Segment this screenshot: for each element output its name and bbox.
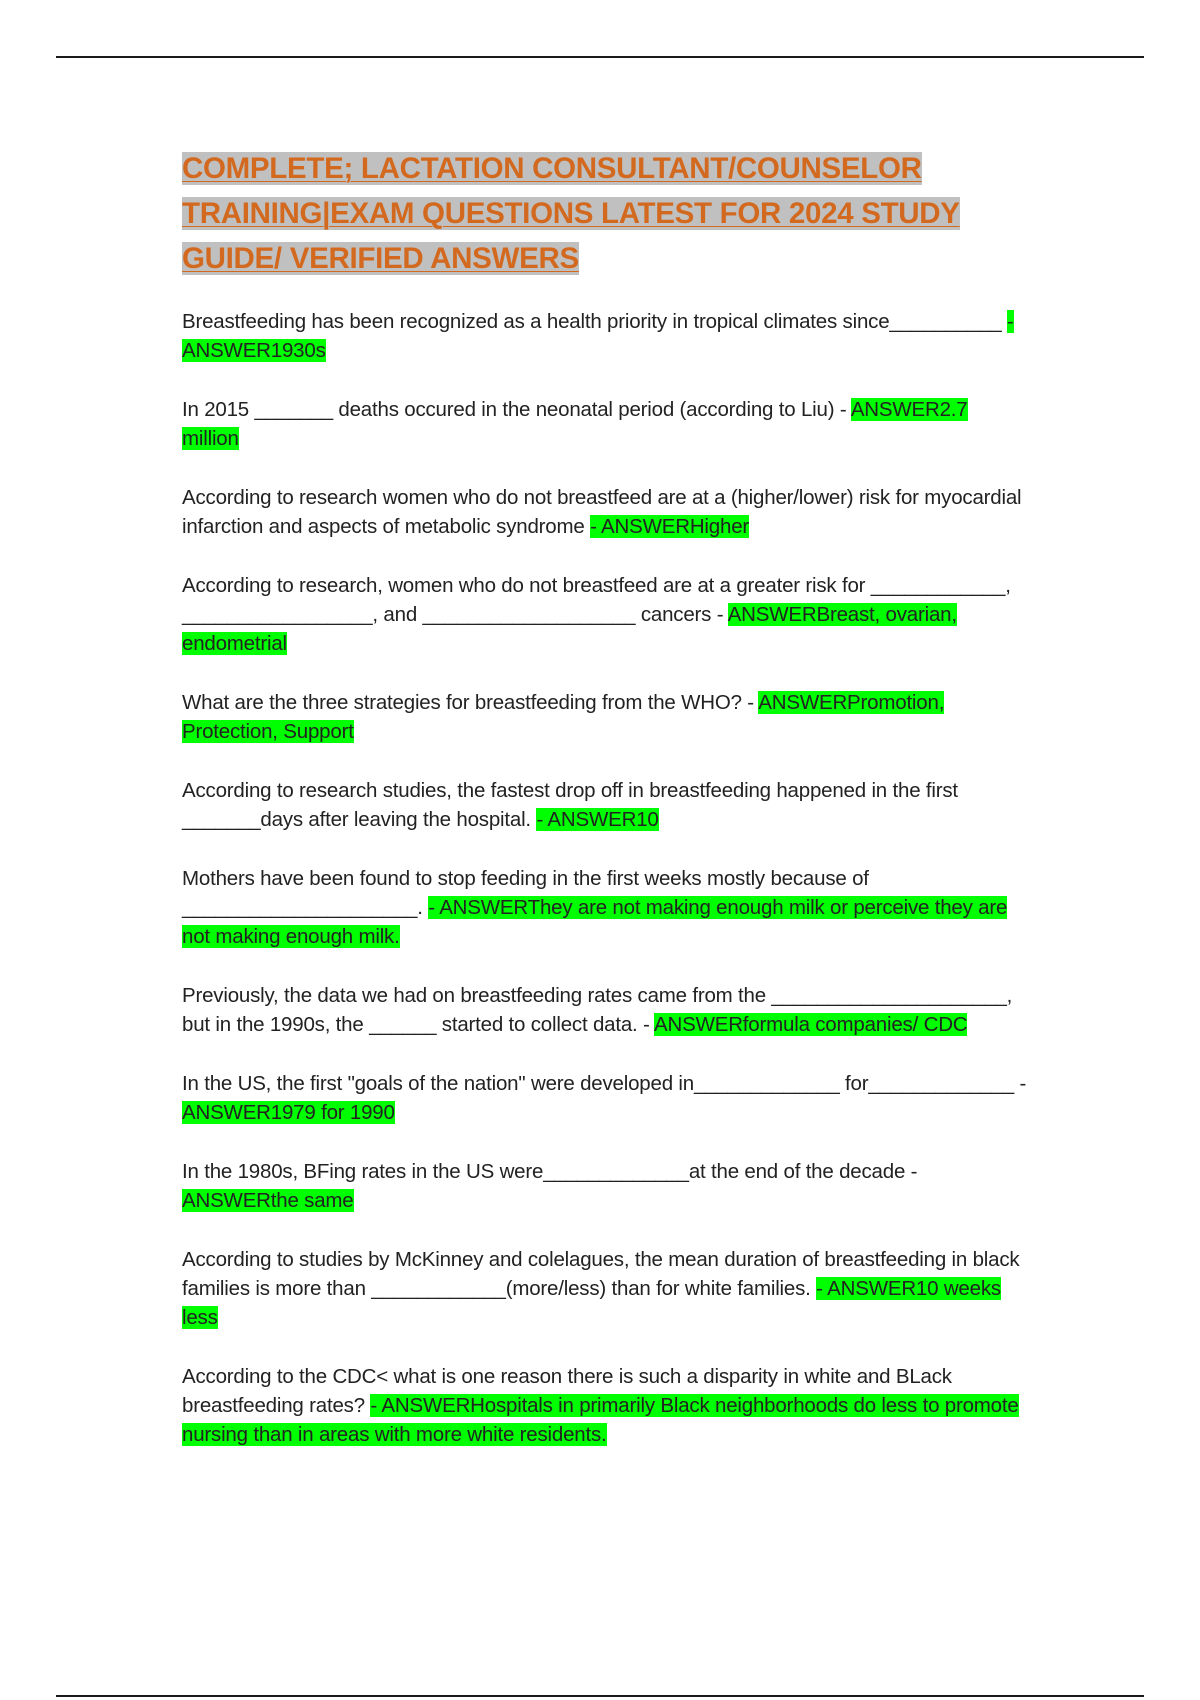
question-text: Mothers have been found to stop feeding in the first weeks mostly because of _____________________.	[182, 867, 869, 919]
qa-item-10	[182, 1157, 1027, 1215]
question-text: Previously, the data we had on breastfeeding rates came from the _____________________, but in the 1990s, the ______ started to collect data. -	[182, 984, 1013, 1036]
document-title-text: COMPLETE; LACTATION CONSULTANT/COUNSELOR TRAINING|EXAM QUESTIONS LATEST FOR 2024 STUDY GUIDE/ VERIFIED ANSWERS	[182, 152, 960, 275]
answer-highlight: ANSWERBreast, ovarian, endometrial	[182, 603, 957, 655]
question-text: According to the CDC< what is one reason there is such a disparity in white and BLack breastfeeding rates?	[182, 1365, 952, 1417]
qa-item-4	[182, 571, 1027, 658]
document-title	[182, 146, 1027, 281]
qa-item-7	[182, 864, 1027, 951]
answer-highlight: ANSWER1979 for 1990	[182, 1101, 395, 1124]
question-text: In the US, the first "goals of the nation" were developed in_____________ for_____________ -	[182, 1072, 1027, 1095]
answer-highlight: ANSWERformula companies/ CDC	[654, 1013, 968, 1036]
answer-highlight: ANSWERPromotion, Protection, Support	[182, 691, 945, 743]
qa-item-6	[182, 776, 1027, 834]
answer-highlight: - ANSWERHigher	[590, 515, 750, 538]
answer-highlight: ANSWER2.7 million	[182, 398, 968, 450]
qa-item-12	[182, 1362, 1027, 1449]
question-text: What are the three strategies for breastfeeding from the WHO? -	[182, 691, 759, 714]
qa-item-9	[182, 1069, 1027, 1127]
answer-highlight: ANSWERthe same	[182, 1189, 354, 1212]
answer-highlight: - ANSWERThey are not making enough milk or perceive they are not making enough milk.	[182, 896, 1008, 948]
qa-item-2	[182, 395, 1027, 453]
qa-item-3	[182, 483, 1027, 541]
qa-item-8	[182, 981, 1027, 1039]
document-body	[182, 146, 1027, 1479]
qa-item-1	[182, 307, 1027, 365]
question-text: In 2015 _______ deaths occured in the neonatal period (according to Liu) -	[182, 398, 851, 421]
question-text: According to research women who do not breastfeed are at a (higher/lower) risk for myocardial infarction and aspects of metabolic syndrome	[182, 486, 1022, 538]
answer-highlight: - ANSWER10	[536, 808, 659, 831]
question-text: According to research, women who do not breastfeed are at a greater risk for ____________, _________________, and ___________________ cancers -	[182, 574, 1011, 626]
question-text: In the 1980s, BFing rates in the US were_____________at the end of the decade -	[182, 1160, 918, 1183]
top-rule	[56, 56, 1144, 58]
question-text: Breastfeeding has been recognized as a health priority in tropical climates since__________	[182, 310, 1007, 333]
question-text: According to studies by McKinney and colelagues, the mean duration of breastfeeding in black families is more than ____________(more/less) than for white families.	[182, 1248, 1020, 1300]
answer-highlight: - ANSWERHospitals in primarily Black neighborhoods do less to promote nursing than in areas with more white residents.	[182, 1394, 1019, 1446]
qa-item-11	[182, 1245, 1027, 1332]
answer-highlight: - ANSWER10 weeks less	[182, 1277, 1001, 1329]
bottom-rule	[56, 1695, 1144, 1697]
question-text: According to research studies, the fastest drop off in breastfeeding happened in the first _______days after leaving the hospital.	[182, 779, 958, 831]
qa-item-5	[182, 688, 1027, 746]
answer-highlight: - ANSWER1930s	[182, 310, 1014, 362]
